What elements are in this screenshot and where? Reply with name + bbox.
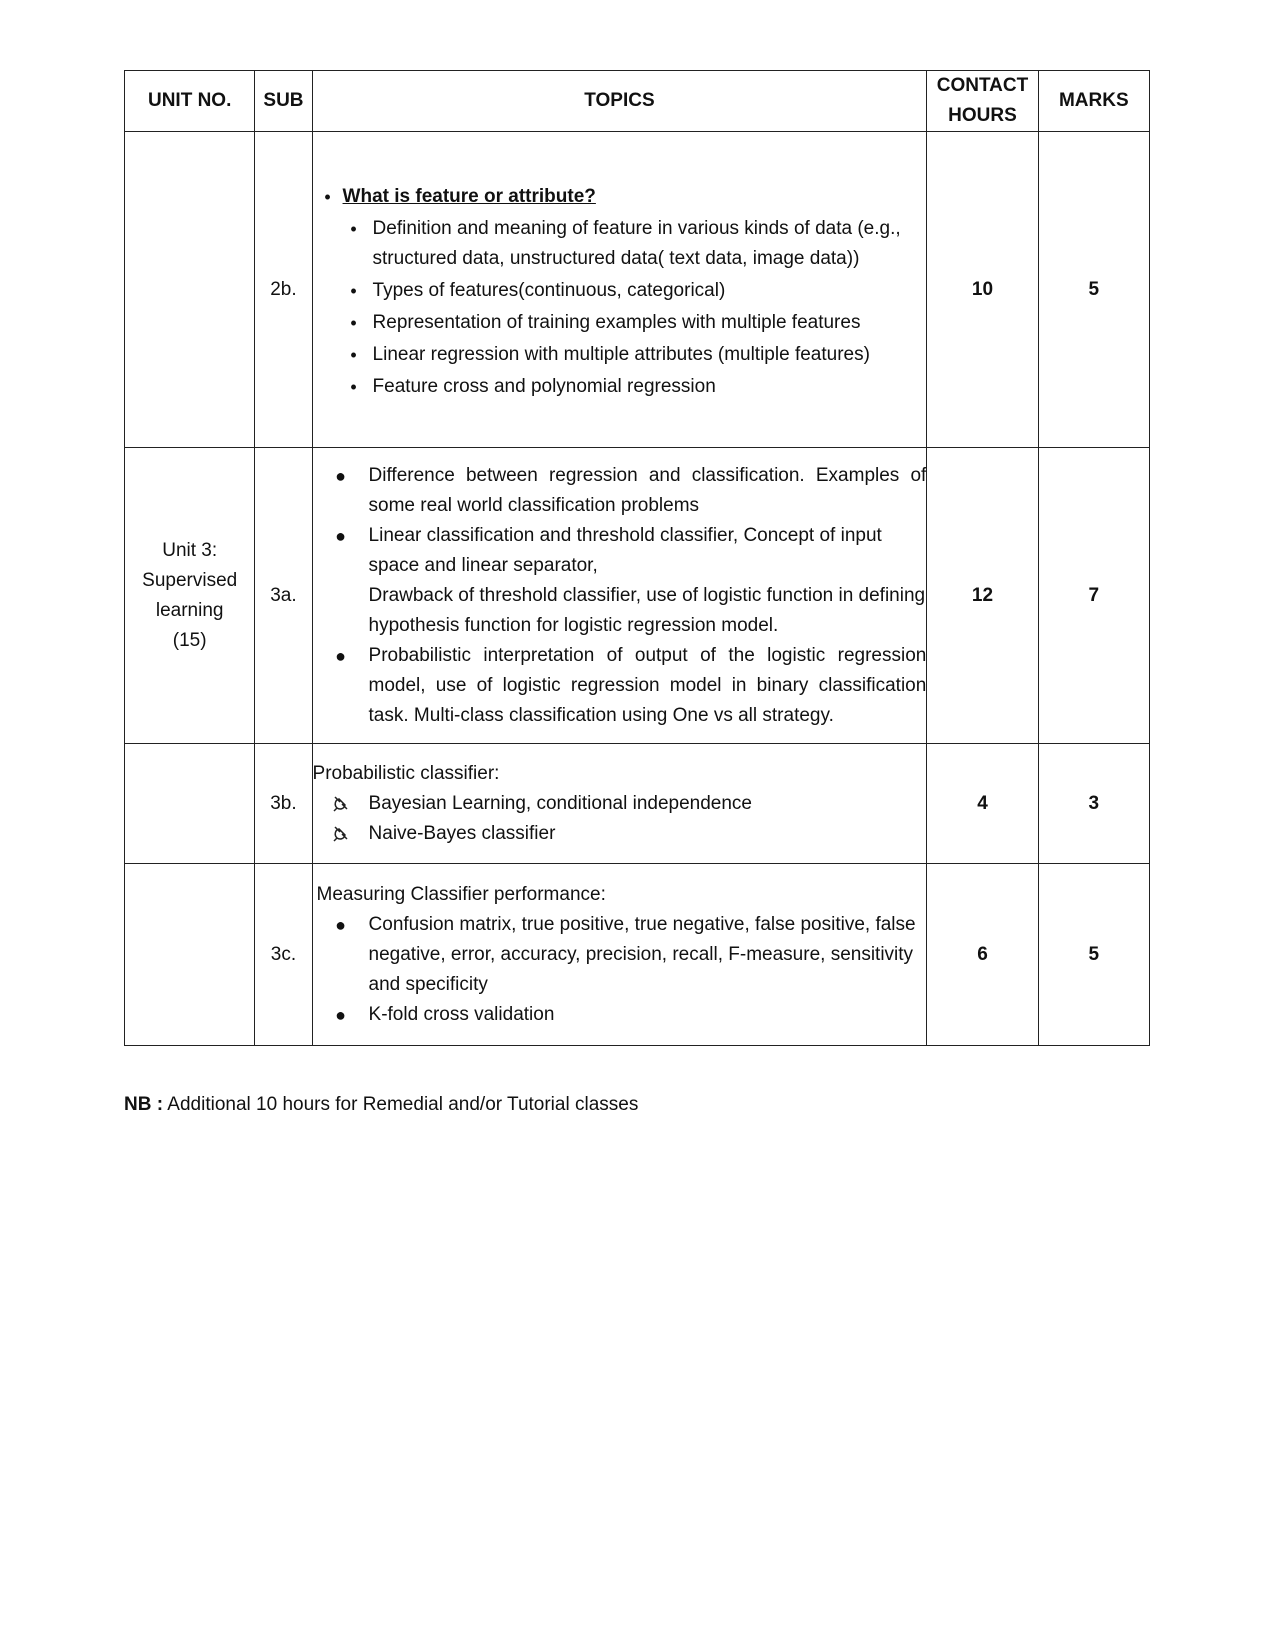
topic-heading: What is feature or attribute? xyxy=(342,185,596,207)
header-contact-hours: CONTACT HOURS xyxy=(927,71,1038,132)
list-item xyxy=(313,276,927,306)
list-item xyxy=(313,910,927,1000)
header-marks: MARKS xyxy=(1038,71,1149,132)
sub-cell: 3b. xyxy=(255,744,312,864)
bullet-icon: • xyxy=(350,218,357,239)
header-sub: SUB xyxy=(255,71,312,132)
bullet-icon: ● xyxy=(335,914,346,935)
marks-cell: 5 xyxy=(1038,132,1149,448)
footnote xyxy=(124,1094,638,1116)
marks-cell: 3 xyxy=(1038,744,1149,864)
topic-item: Linear classification and threshold classifier, Concept of input space and linear separator, xyxy=(368,524,882,576)
topic-item: Types of features(continuous, categorical) xyxy=(372,279,726,301)
contact-hours-cell: 4 xyxy=(927,744,1038,864)
contact-hours-cell: 12 xyxy=(927,448,1038,744)
topic-item: Linear regression with multiple attributes (multiple features) xyxy=(372,343,870,365)
topic-item: K-fold cross validation xyxy=(368,1003,555,1025)
table-row xyxy=(125,448,1150,744)
unit-cell xyxy=(125,744,255,864)
sub-cell: 3c. xyxy=(255,864,312,1046)
topic-item: Naive-Bayes classifier xyxy=(368,822,556,844)
topics-cell xyxy=(312,132,927,448)
header-unit-no: UNIT NO. xyxy=(125,71,255,132)
unit-cell xyxy=(125,864,255,1046)
list-item-continuation: Drawback of threshold classifier, use of logistic function in defining hypothesis function for logistic regression model. xyxy=(368,584,926,636)
bullet-icon: • xyxy=(324,186,331,207)
list-item xyxy=(313,308,927,338)
bullet-icon: • xyxy=(350,312,357,333)
topic-intro: Measuring Classifier performance: xyxy=(316,883,606,905)
table-row xyxy=(125,864,1150,1046)
topics-cell xyxy=(312,864,927,1046)
list-item xyxy=(313,461,927,521)
list-item xyxy=(313,340,927,370)
list-item xyxy=(313,521,927,581)
topics-cell xyxy=(312,448,927,744)
list-item xyxy=(313,819,927,849)
topic-intro: Probabilistic classifier: xyxy=(312,762,500,784)
list-item xyxy=(313,214,927,274)
syllabus-table xyxy=(124,70,1150,1046)
unit-label: Unit 3: Supervised learning (15) xyxy=(142,539,238,651)
table-row xyxy=(125,132,1150,448)
bullet-icon: ● xyxy=(335,525,346,546)
topic-item: Feature cross and polynomial regression xyxy=(372,375,716,397)
list-item xyxy=(313,641,927,731)
bullet-icon: • xyxy=(350,344,357,365)
sub-cell: 3a. xyxy=(255,448,312,744)
footnote-label: NB : xyxy=(124,1094,164,1115)
topic-item: Confusion matrix, true positive, true negative, false positive, false negative, error, accuracy, precision, recall, F-measure, sensitivity and specificity xyxy=(368,913,916,995)
bullet-icon: • xyxy=(350,376,357,397)
topic-item: Probabilistic interpretation of output of the logistic regression model, use of logistic regression model in binary classification task. Multi-class classification using One vs all strategy. xyxy=(368,644,927,726)
topic-item: Definition and meaning of feature in various kinds of data (e.g., structured data, unstructured data( text data, image data)) xyxy=(372,217,901,269)
marks-cell: 7 xyxy=(1038,448,1149,744)
list-item xyxy=(313,372,927,402)
contact-hours-cell: 6 xyxy=(927,864,1038,1046)
marks-cell: 5 xyxy=(1038,864,1149,1046)
list-item xyxy=(313,182,927,212)
unit-cell xyxy=(125,132,255,448)
topics-cell xyxy=(312,744,927,864)
sub-cell: 2b. xyxy=(255,132,312,448)
satellite-bullet-icon xyxy=(313,789,369,819)
bullet-icon: ● xyxy=(335,465,346,486)
topic-item: Representation of training examples with multiple features xyxy=(372,311,861,333)
list-item xyxy=(313,789,927,819)
bullet-icon: • xyxy=(350,280,357,301)
table-row xyxy=(125,744,1150,864)
table-header-row xyxy=(125,71,1150,132)
topic-item: Difference between regression and classification. Examples of some real world classification problems xyxy=(368,464,927,516)
bullet-icon: ● xyxy=(335,645,346,666)
list-item xyxy=(313,1000,927,1030)
satellite-bullet-icon xyxy=(313,819,369,849)
footnote-text: Additional 10 hours for Remedial and/or Tutorial classes xyxy=(167,1094,639,1115)
bullet-icon: ● xyxy=(335,1004,346,1025)
header-topics: TOPICS xyxy=(312,71,927,132)
topic-item: Bayesian Learning, conditional independence xyxy=(368,792,752,814)
unit-cell xyxy=(125,448,255,744)
contact-hours-cell: 10 xyxy=(927,132,1038,448)
